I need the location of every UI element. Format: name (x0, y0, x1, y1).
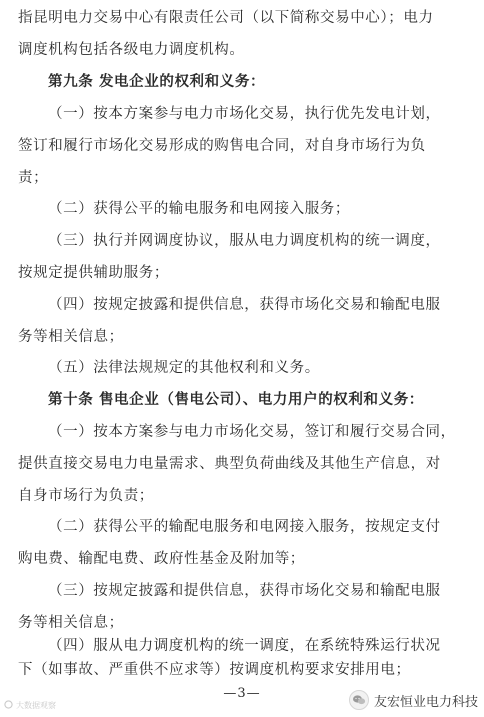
text-line: 指昆明电力交易中心有限责任公司（以下简称交易中心）；电力 (18, 10, 434, 26)
source-watermark (4, 700, 56, 711)
text-line: （五）法律法规规定的其他权利和义务。 (48, 360, 320, 376)
text-line: （四）按规定披露和提供信息，获得市场化交易和输配电服 (48, 297, 441, 313)
article-heading: 第九条 发电企业的权利和义务： (48, 73, 266, 90)
text-line: 签订和履行市场化交易形成的购售电合同，对自身市场行为负 (18, 138, 426, 154)
text-line: （三）按规定披露和提供信息，获得市场化交易和输配电服 (48, 583, 441, 599)
text-line: 按规定提供辅助服务； (18, 265, 169, 281)
watermark-right-text: 友宏恒业电力科技 (373, 694, 478, 710)
page-number: —3— (223, 686, 261, 701)
text-line: 提供直接交易电力电量需求、典型负荷曲线及其他生产信息，对 (18, 456, 441, 472)
wechat-icon (349, 690, 369, 710)
text-line: 下（如事故、严重供不应求等）按调度机构要求安排用电； (18, 662, 411, 678)
text-line: 责； (18, 170, 49, 186)
watermark-left-text: 大数据观察 (16, 701, 56, 710)
text-line: （一）按本方案参与电力市场化交易，执行优先发电计划， (48, 106, 441, 122)
text-line: （二）获得公平的输配电服务和电网接入服务，按规定支付 (48, 519, 441, 535)
account-watermark (349, 690, 478, 710)
text-line: 购电费、输配电费、政府性基金及附加等； (18, 551, 305, 567)
text-line: （四）服从电力调度机构的统一调度，在系统特殊运行状况 (48, 638, 441, 654)
text-line: 自身市场行为负责； (18, 488, 154, 504)
article-heading: 第十条 售电企业（售电公司）、电力用户的权利和义务： (48, 391, 424, 408)
text-line: 务等相关信息； (18, 615, 124, 631)
watermark-logo-icon (4, 700, 13, 711)
text-line: （三）执行并网调度协议，服从电力调度机构的统一调度， (48, 233, 441, 249)
text-line: （二）获得公平的输电服务和电网接入服务； (48, 201, 350, 217)
text-line: （一）按本方案参与电力市场化交易，签订和履行交易合同， (48, 424, 456, 440)
text-line: 调度机构包括各级电力调度机构。 (18, 42, 245, 58)
text-line: 务等相关信息； (18, 329, 124, 345)
